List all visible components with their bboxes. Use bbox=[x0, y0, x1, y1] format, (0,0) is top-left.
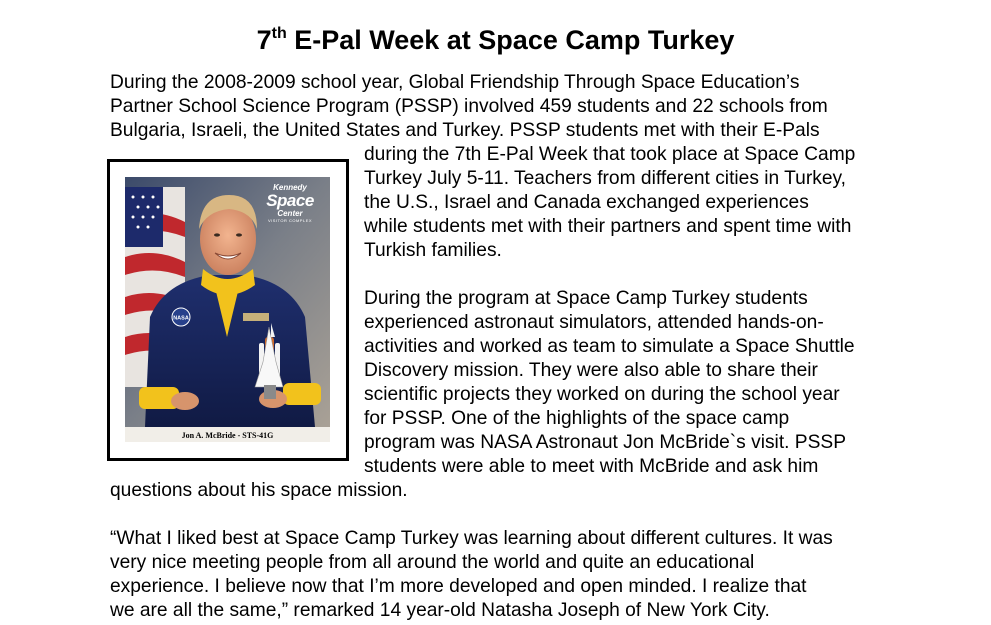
text-line: Turkey July 5-11. Teachers from different cities in Turkey, bbox=[364, 168, 847, 189]
text-line: experience. I believe now that I’m more developed and open minded. I realize that bbox=[110, 576, 807, 597]
text-line: during the 7th E-Pal Week that took place at Space Camp bbox=[364, 144, 856, 165]
text-line: we are all the same,” remarked 14 year-old Natasha Joseph of New York City. bbox=[110, 600, 770, 621]
quote-paragraph bbox=[110, 527, 970, 623]
astronaut-portrait bbox=[125, 177, 330, 427]
text-line: experienced astronaut simulators, attended hands-on- bbox=[364, 312, 824, 333]
text-line: “What I liked best at Space Camp Turkey was learning about different cultures. It was bbox=[110, 528, 833, 549]
text-line: questions about his space mission. bbox=[110, 480, 408, 501]
text-line: Discovery mission. They were also able to share their bbox=[364, 360, 818, 381]
photo-caption: Jon A. McBride - STS-41G bbox=[181, 431, 274, 440]
text-line: program was NASA Astronaut Jon McBride`s visit. PSSP bbox=[364, 432, 847, 453]
text-line: the U.S., Israel and Canada exchanged experiences bbox=[364, 192, 809, 213]
text-line: Turkish families. bbox=[364, 240, 502, 261]
text-line: students were able to meet with McBride and ask him bbox=[364, 456, 819, 477]
text-line: Partner School Science Program (PSSP) involved 459 students and 22 schools from bbox=[110, 96, 828, 117]
astronaut-photo-mat bbox=[125, 177, 330, 442]
text-line: for PSSP. One of the highlights of the space camp bbox=[364, 408, 790, 429]
kennedy-space-center-logo: Kennedy Space Center VISITOR COMPLEX bbox=[266, 183, 314, 223]
astronaut-photo-frame bbox=[107, 159, 349, 461]
text-line: while students met with their partners and spent time with bbox=[364, 216, 852, 237]
text-line: very nice meeting people from all around the world and quite an educational bbox=[110, 552, 755, 573]
text-line: activities and worked as team to simulate a Space Shuttle bbox=[364, 336, 855, 357]
nasa-patch-text: NASA bbox=[173, 315, 189, 322]
title-superscript: th bbox=[271, 25, 287, 43]
title-ordinal: 7 bbox=[256, 25, 272, 56]
text-line: During the 2008-2009 school year, Global Friendship Through Space Education’s bbox=[110, 72, 800, 93]
text-line: Bulgaria, Israeli, the United States and Turkey. PSSP students met with their E-Pals bbox=[110, 120, 820, 141]
text-line: During the program at Space Camp Turkey students bbox=[364, 288, 808, 309]
text-line: scientific projects they worked on during the school year bbox=[364, 384, 840, 405]
page-title bbox=[0, 22, 991, 58]
title-text: E-Pal Week at Space Camp Turkey bbox=[286, 25, 735, 56]
